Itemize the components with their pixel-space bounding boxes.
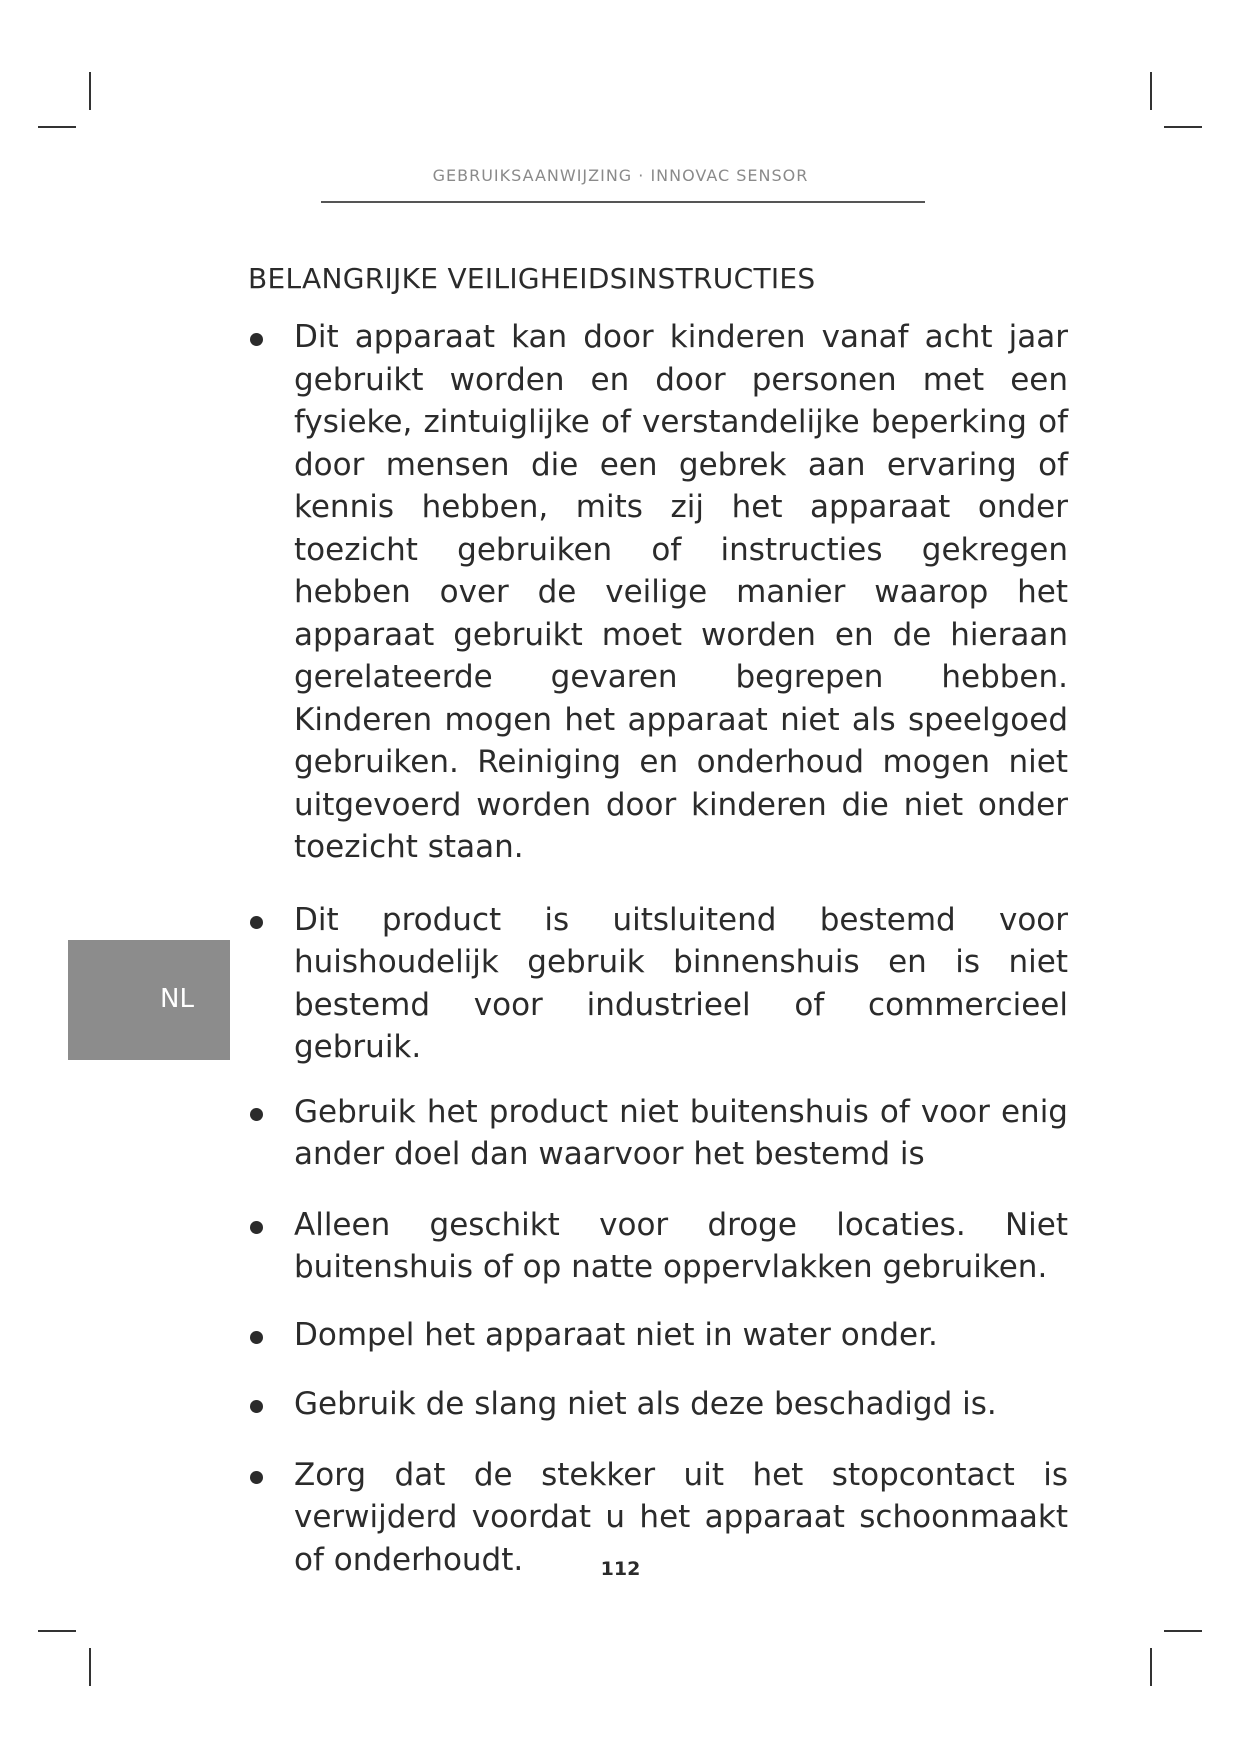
crop-mark-bottom-left-vertical bbox=[89, 1648, 91, 1686]
page-number: 112 bbox=[600, 1558, 641, 1580]
list-item bbox=[248, 1383, 1068, 1426]
running-header: GEBRUIKSAANWIJZING · INNOVAC SENSOR bbox=[432, 166, 809, 185]
list-item-text: Dit product is uitsluitend bestemd voor huishoudelijk gebruik binnenshuis en is niet bestemd voor industrieel of commercieel gebruik. bbox=[294, 901, 1068, 1065]
bullet-dot-icon bbox=[250, 1221, 263, 1234]
crop-mark-top-left-horizontal bbox=[38, 126, 76, 128]
list-item bbox=[248, 1091, 1068, 1176]
bullet-dot-icon bbox=[250, 333, 263, 346]
list-item-text: Gebruik de slang niet als deze beschadigd is. bbox=[294, 1386, 997, 1422]
bullet-dot-icon bbox=[250, 1400, 263, 1413]
crop-mark-bottom-left-horizontal bbox=[38, 1630, 76, 1632]
bullet-dot-icon bbox=[250, 916, 263, 929]
list-item bbox=[248, 316, 1068, 869]
bullet-dot-icon bbox=[250, 1331, 263, 1344]
crop-mark-top-right-horizontal bbox=[1164, 126, 1202, 128]
list-item-text: Dit apparaat kan door kinderen vanaf acht jaar gebruikt worden en door personen met een fysieke, zintuiglijke of verstandelijke beperking of door mensen die een gebrek aan ervaring of kennis hebben, mits zij het apparaat onder toezicht gebruiken of instructies gekregen hebben over de veilige manier waarop het apparaat gebruikt moet worden en de hieraan gerelateerde gevaren begrepen hebben. Kinderen mogen het apparaat niet als speelgoed gebruiken. Reiniging en onderhoud mogen niet uitgevoerd worden door kinderen die niet onder toezicht staan. bbox=[294, 319, 1068, 865]
bullet-dot-icon bbox=[250, 1108, 263, 1121]
list-item-text: Gebruik het product niet buitenshuis of voor enig ander doel dan waarvoor het bestemd is bbox=[294, 1093, 1068, 1172]
list-item bbox=[248, 1314, 1068, 1357]
list-item bbox=[248, 1204, 1068, 1289]
crop-mark-top-right-vertical bbox=[1150, 72, 1152, 110]
crop-mark-bottom-right-vertical bbox=[1150, 1648, 1152, 1686]
list-item bbox=[248, 899, 1068, 1069]
crop-mark-bottom-right-horizontal bbox=[1164, 1630, 1202, 1632]
language-tab bbox=[68, 940, 230, 1060]
language-tab-label: NL bbox=[160, 984, 194, 1014]
section-title: BELANGRIJKE VEILIGHEIDSINSTRUCTIES bbox=[248, 262, 816, 295]
list-item-text: Zorg dat de stekker uit het stopcontact is verwijderd voordat u het apparaat schoonmaakt of onderhoudt. bbox=[294, 1456, 1068, 1578]
header-divider bbox=[321, 201, 925, 203]
bullet-dot-icon bbox=[250, 1471, 263, 1484]
list-item-text: Dompel het apparaat niet in water onder. bbox=[294, 1316, 938, 1353]
crop-mark-top-left-vertical bbox=[89, 72, 91, 110]
safety-instructions-list bbox=[248, 316, 1068, 1611]
list-item-text: Alleen geschikt voor droge locaties. Niet buitenshuis of op natte oppervlakken gebruiken. bbox=[294, 1206, 1068, 1285]
